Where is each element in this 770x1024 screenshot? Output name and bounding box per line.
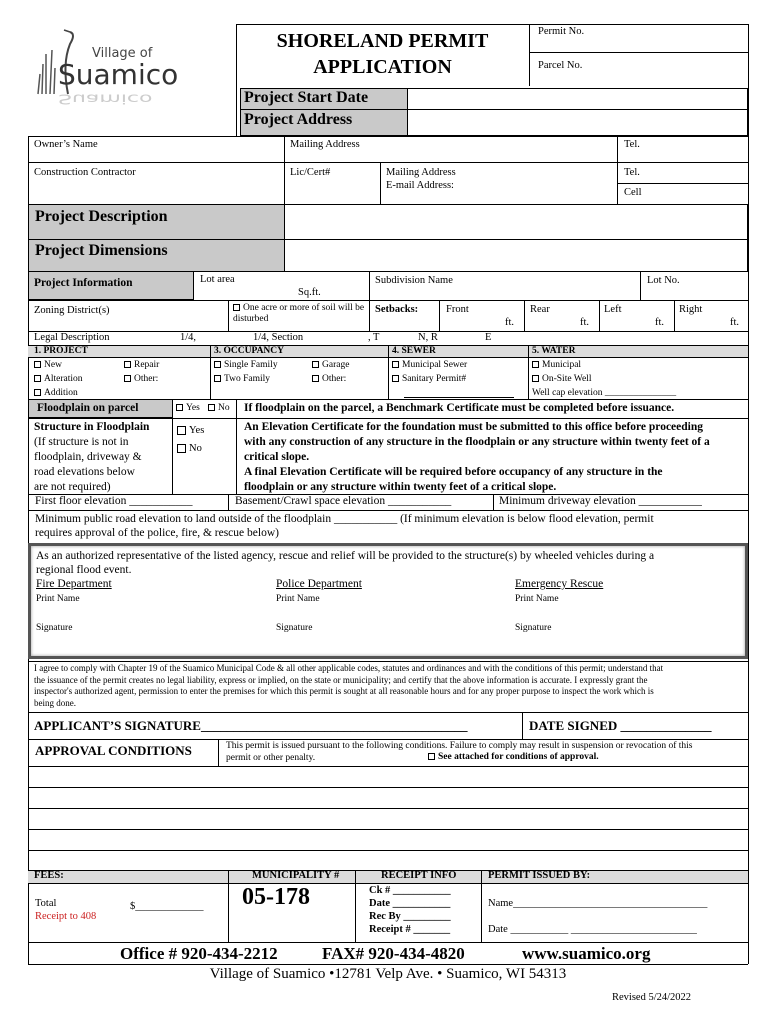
approval-conditions-label: APPROVAL CONDITIONS	[35, 743, 192, 758]
checkbox-icon	[124, 375, 131, 382]
permit-issued-by-label: PERMIT ISSUED BY:	[488, 870, 591, 881]
occupancy-two-checkbox[interactable]: Two Family	[214, 374, 270, 384]
structure-in-floodplain-label: Structure in Floodplain (If structure is not in floodplain, driveway & road elevations below are not required)	[34, 421, 150, 493]
checkbox-icon	[176, 404, 183, 411]
floodplain-yes-checkbox[interactable]: Yes	[176, 403, 200, 413]
project-addition-checkbox[interactable]: Addition	[34, 388, 78, 398]
zoning-district-field[interactable]: Zoning District(s)	[34, 305, 110, 316]
contractor-tel-field[interactable]: Tel.	[624, 167, 640, 178]
fees-total-label: Total	[35, 898, 57, 909]
project-start-date-label: Project Start Date	[244, 89, 369, 106]
water-onsite-checkbox[interactable]: On-Site Well	[532, 374, 591, 384]
receipt-to-label: Receipt to 408	[35, 911, 97, 922]
first-floor-elevation-field[interactable]: First floor elevation ___________	[35, 495, 193, 507]
agency-statement: As an authorized representative of the listed agency, rescue and relief will be provided to the structure(s) by wheeled vehicles during a regional flood event.	[36, 550, 655, 576]
village-address: Village of Suamico •12781 Velp Ave. • Suamico, WI 54313	[209, 966, 567, 982]
checkbox-icon	[177, 444, 186, 453]
occupancy-other-checkbox[interactable]: Other:	[312, 374, 346, 384]
sewer-municipal-checkbox[interactable]: Municipal Sewer	[392, 360, 467, 370]
contractor-mailing-field[interactable]: Mailing Address	[386, 167, 456, 178]
approval-conditions-lines[interactable]	[28, 766, 748, 870]
subdivision-name-field[interactable]: Subdivision Name	[375, 275, 453, 286]
municipality-label: MUNICIPALITY #	[252, 870, 340, 881]
legal-nr: N, R	[418, 332, 438, 343]
contractor-cell-field[interactable]: Cell	[624, 187, 642, 198]
occupancy-single-checkbox[interactable]: Single Family	[214, 360, 278, 370]
setback-front-field[interactable]: Front	[446, 304, 469, 315]
contractor-name-field[interactable]: Construction Contractor	[34, 167, 136, 178]
checkbox-icon	[392, 361, 399, 368]
lot-no-field[interactable]: Lot No.	[647, 275, 680, 286]
legal-quarter-1: 1/4,	[180, 332, 197, 343]
checkbox-icon	[532, 361, 539, 368]
legal-description-field[interactable]: Legal Description	[34, 332, 110, 343]
structure-yes-checkbox[interactable]: Yes	[177, 425, 204, 436]
owner-tel-field[interactable]: Tel.	[624, 139, 640, 150]
basement-elevation-field[interactable]: Basement/Crawl space elevation ___________	[235, 495, 452, 507]
setback-rear-field[interactable]: Rear	[530, 304, 550, 315]
floodplain-no-checkbox[interactable]: No	[208, 403, 230, 413]
project-new-checkbox[interactable]: New	[34, 360, 62, 370]
project-alteration-checkbox[interactable]: Alteration	[34, 374, 83, 384]
benchmark-notice: If floodplain on the parcel, a Benchmark Certificate must be completed before issuance.	[244, 402, 675, 414]
sewer-sanitary-checkbox[interactable]: Sanitary Permit#	[392, 374, 466, 384]
legal-t: , T	[368, 332, 380, 343]
rescue-signature-field[interactable]: Signature	[515, 623, 552, 633]
water-category-title: 5. WATER	[532, 346, 576, 356]
project-category-title: 1. PROJECT	[34, 346, 88, 356]
website-link[interactable]: www.suamico.org	[522, 944, 651, 963]
municipality-number: 05-178	[242, 884, 310, 910]
checkbox-icon	[34, 361, 41, 368]
revised-date: Revised 5/24/2022	[612, 992, 692, 1003]
police-print-name-field[interactable]: Print Name	[276, 594, 320, 604]
checkbox-icon	[312, 375, 319, 382]
checkbox-icon	[177, 426, 186, 435]
fire-department-label: Fire Department	[36, 578, 112, 590]
agreement-text: I agree to comply with Chapter 19 of the Suamico Municipal Code & all other applicable codes, statutes and ordinances and with the conditions of this permit; understand that the issuance of the permit creates no legal liability, express or implied, on the state or municipality; and certify that the above information is accurate. I expressly grant the inspector's authorized agent, permission to enter the premises for which this permit is sought at all reasonable hours and for any proper purpose to inspect the work which is being done.	[34, 663, 664, 708]
project-other-checkbox[interactable]: Other:	[124, 374, 158, 384]
setback-left-ft: ft.	[655, 317, 665, 328]
setback-right-field[interactable]: Right	[679, 304, 703, 315]
checkbox-icon	[214, 361, 221, 368]
lot-area-field[interactable]: Lot area	[200, 274, 235, 285]
driveway-elevation-field[interactable]: Minimum driveway elevation ___________	[499, 495, 702, 507]
fire-print-name-field[interactable]: Print Name	[36, 594, 80, 604]
project-description-field[interactable]	[284, 204, 748, 240]
logo-reflection: Suamico	[58, 91, 153, 106]
occupancy-category-title: 3. OCCUPANCY	[214, 346, 285, 356]
fax-number: FAX# 920-434-4820	[322, 944, 465, 963]
legal-quarter-section: 1/4, Section	[253, 332, 304, 343]
structure-no-checkbox[interactable]: No	[177, 443, 202, 454]
checkbox-icon	[208, 404, 215, 411]
legal-e: E	[485, 332, 492, 343]
checkbox-icon	[532, 375, 539, 382]
date-signed-field[interactable]: DATE SIGNED ______________	[529, 718, 712, 733]
receipt-info-label: RECEIPT INFO	[381, 870, 457, 881]
emergency-rescue-label: Emergency Rescue	[515, 578, 604, 590]
checkbox-icon	[428, 753, 435, 760]
see-attached-checkbox[interactable]: See attached for conditions of approval.	[428, 752, 599, 762]
sewer-category-title: 4. SEWER	[392, 346, 436, 356]
floodplain-on-parcel-label: Floodplain on parcel	[37, 402, 139, 414]
police-signature-field[interactable]: Signature	[276, 623, 313, 633]
rescue-print-name-field[interactable]: Print Name	[515, 594, 559, 604]
project-information-label: Project Information	[34, 277, 133, 289]
project-dimensions-label: Project Dimensions	[35, 242, 168, 259]
fees-amount-field[interactable]: $_____________	[130, 901, 204, 912]
owner-mailing-field[interactable]: Mailing Address	[290, 139, 360, 150]
elevation-certificate-text: An Elevation Certificate for the foundation must be submitted to this office before proceeding with any construction of any structure in the floodplain or any structure within twenty feet of a critical slope. A final Elevation Certificate will be required before occupancy of any structure in the floodplain or any structure within twenty feet of a critical slope.	[244, 421, 710, 493]
approval-text: This permit is issued pursuant to the following conditions. Failure to comply may result in suspension or revocation of this permit or other penalty.	[226, 741, 693, 763]
occupancy-garage-checkbox[interactable]: Garage	[312, 360, 349, 370]
contractor-lic-field[interactable]: Lic/Cert#	[290, 167, 331, 178]
setback-left-field[interactable]: Left	[604, 304, 622, 315]
acre-disturbed-checkbox[interactable]: One acre or more of soil will be disturbed	[233, 303, 365, 324]
checkbox-icon	[34, 389, 41, 396]
owner-name-field[interactable]: Owner’s Name	[34, 139, 98, 150]
logo-village-text: Village of	[92, 46, 153, 61]
issued-by-date-field[interactable]: Date ___________ ________________________	[488, 924, 697, 935]
office-phone: Office # 920-434-2212	[120, 944, 278, 963]
form-title: SHORELAND PERMIT APPLICATION	[276, 30, 489, 78]
parcel-no-label: Parcel No.	[538, 60, 583, 71]
project-address-field[interactable]	[407, 109, 748, 136]
well-cap-elevation-field[interactable]: Well cap elevation _______________	[532, 388, 677, 398]
public-road-elevation-field[interactable]: Minimum public road elevation to land outside of the floodplain ___________ (If minimum elevation is below flood elevation, permit requires approval of the police, fire, & rescue below)	[35, 513, 654, 539]
police-department-label: Police Department	[276, 578, 362, 590]
checkbox-icon	[233, 304, 240, 311]
checkbox-icon	[34, 375, 41, 382]
applicant-signature-field[interactable]: APPLICANT’S SIGNATURE_________________________________________	[34, 718, 468, 733]
fees-title: FEES:	[34, 870, 64, 881]
project-repair-checkbox[interactable]: Repair	[124, 360, 159, 370]
fire-signature-field[interactable]: Signature	[36, 623, 73, 633]
water-municipal-checkbox[interactable]: Municipal	[532, 360, 581, 370]
project-description-label: Project Description	[35, 208, 168, 225]
receipt-info-fields[interactable]: Ck # ___________ Date ___________ Rec By _________ Receipt # _______	[369, 885, 451, 935]
checkbox-icon	[214, 375, 221, 382]
issued-by-name-field[interactable]: Name_____________________________________	[488, 898, 708, 909]
setbacks-label: Setbacks:	[375, 304, 419, 315]
project-address-label: Project Address	[244, 111, 353, 128]
setback-rear-ft: ft.	[580, 317, 590, 328]
contractor-email-field[interactable]: E-mail Address:	[386, 180, 454, 191]
project-start-date-field[interactable]	[407, 88, 748, 110]
permit-no-label: Permit No.	[538, 26, 585, 37]
logo-name-text: Suamico	[58, 58, 179, 91]
checkbox-icon	[312, 361, 319, 368]
checkbox-icon	[392, 375, 399, 382]
project-dimensions-field[interactable]	[284, 239, 748, 272]
sqft-label: Sq.ft.	[298, 287, 321, 298]
checkbox-icon	[124, 361, 131, 368]
setback-right-ft: ft.	[730, 317, 740, 328]
setback-front-ft: ft.	[505, 317, 515, 328]
